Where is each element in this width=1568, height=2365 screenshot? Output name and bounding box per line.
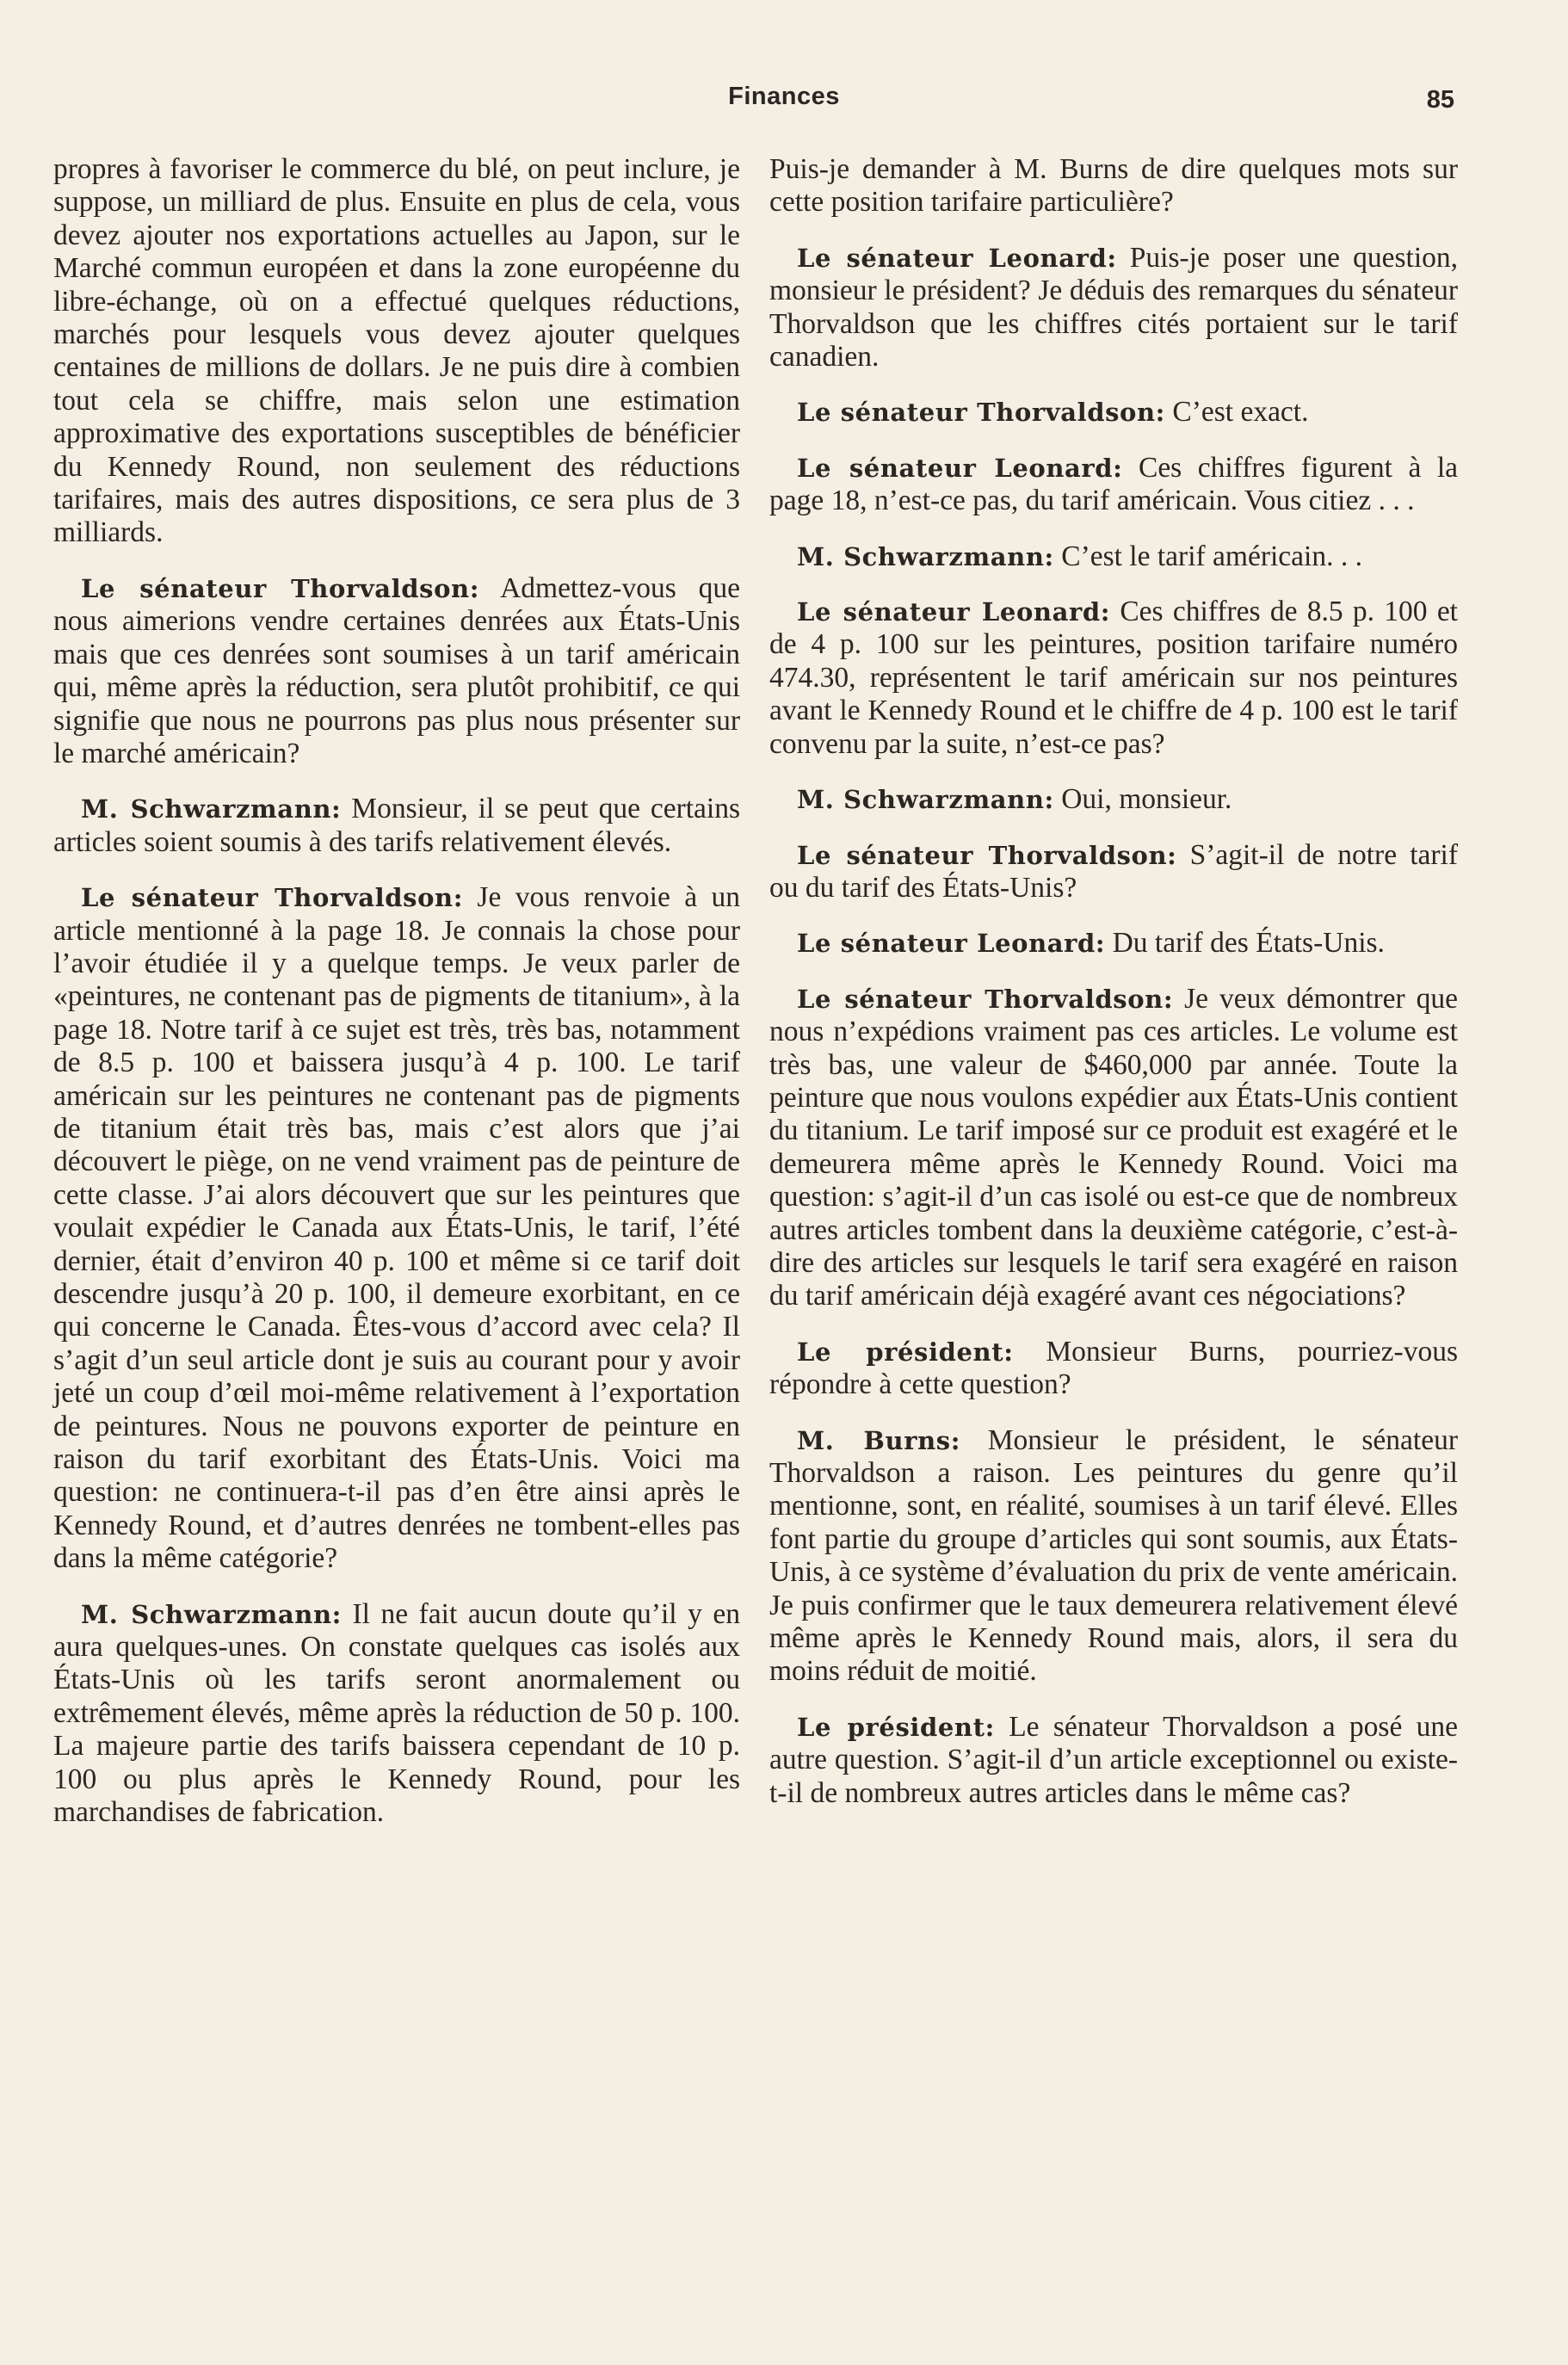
paragraph-text: Monsieur, il se peut que certains articles soient soumis à des tarifs relativement élevés.	[53, 793, 741, 858]
paragraph	[769, 452, 1458, 518]
section-title: Finances	[728, 83, 840, 110]
paragraph-text: C’est le tarif américain. . .	[1061, 540, 1362, 572]
paragraph-text: propres à favoriser le commerce du blé, on peut inclure, je suppose, un milliard de plus. Ensuite en plus de cela, vous devez ajouter nos exportations actuelles au Japon, sur le Marché commun européen et dans la zone européenne du libre-échange, où on a effectué quelques réductions, marchés pour lesquels vous devez ajouter quelques centaines de millions de dollars. Je ne puis dire à combien tout cela se chiffre, mais selon une estimation approximative des exportations susceptibles de bénéficier du Kennedy Round, non seulement des réductions tarifaires, mais des autres dispositions, ce sera plus de 3 milliards.	[53, 153, 740, 549]
paragraph-text: Ces chiffres de 8.5 p. 100 et de 4 p. 100 sur les peintures, position tarifaire numéro 474.30, représentent le tarif américain sur nos peintures avant le Kennedy Round et le chiffre de 4 p. 100 est le tarif convenu par la suite, n’est-ce pas?	[769, 596, 1458, 760]
paragraph-text: Admettez-vous que nous aimerions vendre certaines denrées aux États-Unis mais que ces denrées sont soumises à un tarif américain qui, même après la réduction, sera plutôt prohibitif, ce qui signifie que nous ne pourrons pas plus nous présenter sur le marché américain?	[53, 571, 740, 769]
paragraph-text: Il ne fait aucun doute qu’il y en aura quelques-unes. On constate quelques cas isolés aux États-Unis où les tarifs seront anormalement ou extrêmement élevés, même après la réduction de 50 p. 100. La majeure partie des tarifs baissera cependant de 10 p. 100 ou plus après le Kennedy Round, pour les marchandises de fabrication.	[53, 1597, 740, 1829]
paragraph	[53, 881, 740, 1576]
left-column	[53, 153, 740, 1852]
paragraph-text: Puis-je poser une question, monsieur le président? Je déduis des remarques du sénateur Thorvaldson que les chiffres cités portaient sur le tarif canadien.	[769, 241, 1459, 374]
paragraph	[769, 1424, 1458, 1689]
paragraph	[769, 1336, 1458, 1402]
paragraph-text: Je vous renvoie à un article mentionné à la page 18. Je connais la chose pour l’avoir étudiée il y a quelque temps. Je veux parler de «peintures, ne contenant pas de pigments de titanium», à la page 18. Notre tarif à ce sujet est très, très bas, notamment de 8.5 p. 100 et baissera jusqu’à 4 p. 100. Le tarif américain sur les peintures ne contenant pas de pigments de titanium était très bas, mais c’est alors que j’ai découvert le piège, on ne vend vraiment pas de peinture de cette classe. J’ai alors découvert que sur les peintures que voulait expédier le Canada aux États-Unis, le tarif, l’été dernier, était d’environ 40 p. 100 et même si ce tarif doit descendre jusqu’à 20 p. 100, il demeure exorbitant, en ce qui concerne le Canada. Êtes-vous d’accord avec cela? Il s’agit d’un seul article dont je suis au courant pour y avoir jeté un coup d’œil moi-même relativement à l’exportation de peintures. Nous ne pouvons exporter de peinture en raison du tarif exorbitant des États-Unis. Voici ma question: ne continuera-t-il pas d’en être ainsi après le Kennedy Round, et d’autres denrées ne tombent-elles pas dans la même catégorie?	[53, 881, 741, 1575]
paragraph	[53, 793, 740, 859]
paragraph-text: Monsieur le président, le sénateur Thorvaldson a raison. Les peintures du genre qu’il mentionne, sont, en réalité, soumises à un tarif élevé. Elles font partie du groupe d’articles qui sont soumis, aux États-Unis, à ce système d’évaluation du prix de vente américain. Je puis confirmer que le taux demeurera relativement élevé même après le Kennedy Round mais, alors, il sera du moins réduit de moitié.	[769, 1423, 1458, 1688]
speaker-label: Le sénateur Leonard:	[797, 243, 1117, 273]
speaker-label: M. Schwarzmann:	[81, 1599, 342, 1629]
speaker-label: M. Schwarzmann:	[797, 785, 1054, 815]
right-column	[769, 153, 1458, 1832]
paragraph	[53, 572, 740, 770]
paragraph-text: Ces chiffres figurent à la page 18, n’est-ce pas, du tarif américain. Vous citiez . . .	[769, 451, 1458, 517]
paragraph	[769, 983, 1458, 1313]
paragraph-text: S’agit-il de notre tarif ou du tarif des États-Unis?	[769, 838, 1458, 904]
paragraph-text: Monsieur Burns, pourriez-vous répondre à cette question?	[769, 1335, 1458, 1401]
paragraph	[769, 839, 1458, 905]
paragraph	[769, 927, 1458, 960]
paragraph	[53, 1598, 740, 1830]
speaker-label: Le sénateur Thorvaldson:	[797, 398, 1165, 428]
speaker-label: Le sénateur Thorvaldson:	[81, 883, 464, 913]
speaker-label: Le sénateur Thorvaldson:	[797, 840, 1177, 870]
speaker-label: Le sénateur Leonard:	[797, 597, 1111, 627]
paragraph-text: Le sénateur Thorvaldson a posé une autre question. S’agit-il d’un article exceptionnel ou existe-t-il de nombreux autres articles dans le même cas?	[769, 1710, 1458, 1809]
speaker-label: Le président:	[797, 1712, 995, 1742]
speaker-label: Le sénateur Leonard:	[797, 929, 1106, 959]
paragraph	[769, 153, 1458, 219]
paragraph	[769, 596, 1458, 761]
speaker-label: M. Schwarzmann:	[797, 541, 1054, 571]
paragraph	[769, 396, 1458, 429]
paragraph-text: Je veux démontrer que nous n’expédions vraiment pas ces articles. Le volume est très bas, une valeur de $460,000 par année. Toute la peinture que nous voulons expédier aux États-Unis contient du titanium. Le tarif imposé sur ce produit est exagéré et le demeurera même après le Kennedy Round. Voici ma question: s’agit-il d’un cas isolé ou est-ce que de nombreux autres articles tombent dans la deuxième catégorie, c’est-à-dire des articles sur lesquels le tarif sera exagéré en raison du tarif américain déjà exagéré avant ces négociations?	[769, 982, 1459, 1312]
speaker-label: Le sénateur Thorvaldson:	[797, 984, 1174, 1014]
speaker-label: M. Schwarzmann:	[81, 794, 342, 824]
paragraph	[53, 153, 740, 550]
running-head	[0, 83, 1568, 126]
paragraph-text: Du tarif des États-Unis.	[1112, 927, 1385, 960]
paragraph	[769, 1711, 1458, 1810]
speaker-label: M. Burns:	[797, 1425, 960, 1455]
paragraph-text: Puis-je demander à M. Burns de dire quelques mots sur cette position tarifaire particulière?	[769, 153, 1458, 219]
speaker-label: Le sénateur Leonard:	[797, 453, 1123, 483]
paragraph-text: Oui, monsieur.	[1061, 783, 1232, 816]
speaker-label: Le sénateur Thorvaldson:	[81, 573, 480, 603]
paragraph	[769, 242, 1458, 374]
paragraph	[769, 540, 1458, 573]
paragraph	[769, 783, 1458, 816]
paragraph-text: C’est exact.	[1172, 396, 1309, 429]
speaker-label: Le président:	[797, 1337, 1014, 1367]
page-number: 85	[1426, 86, 1454, 114]
